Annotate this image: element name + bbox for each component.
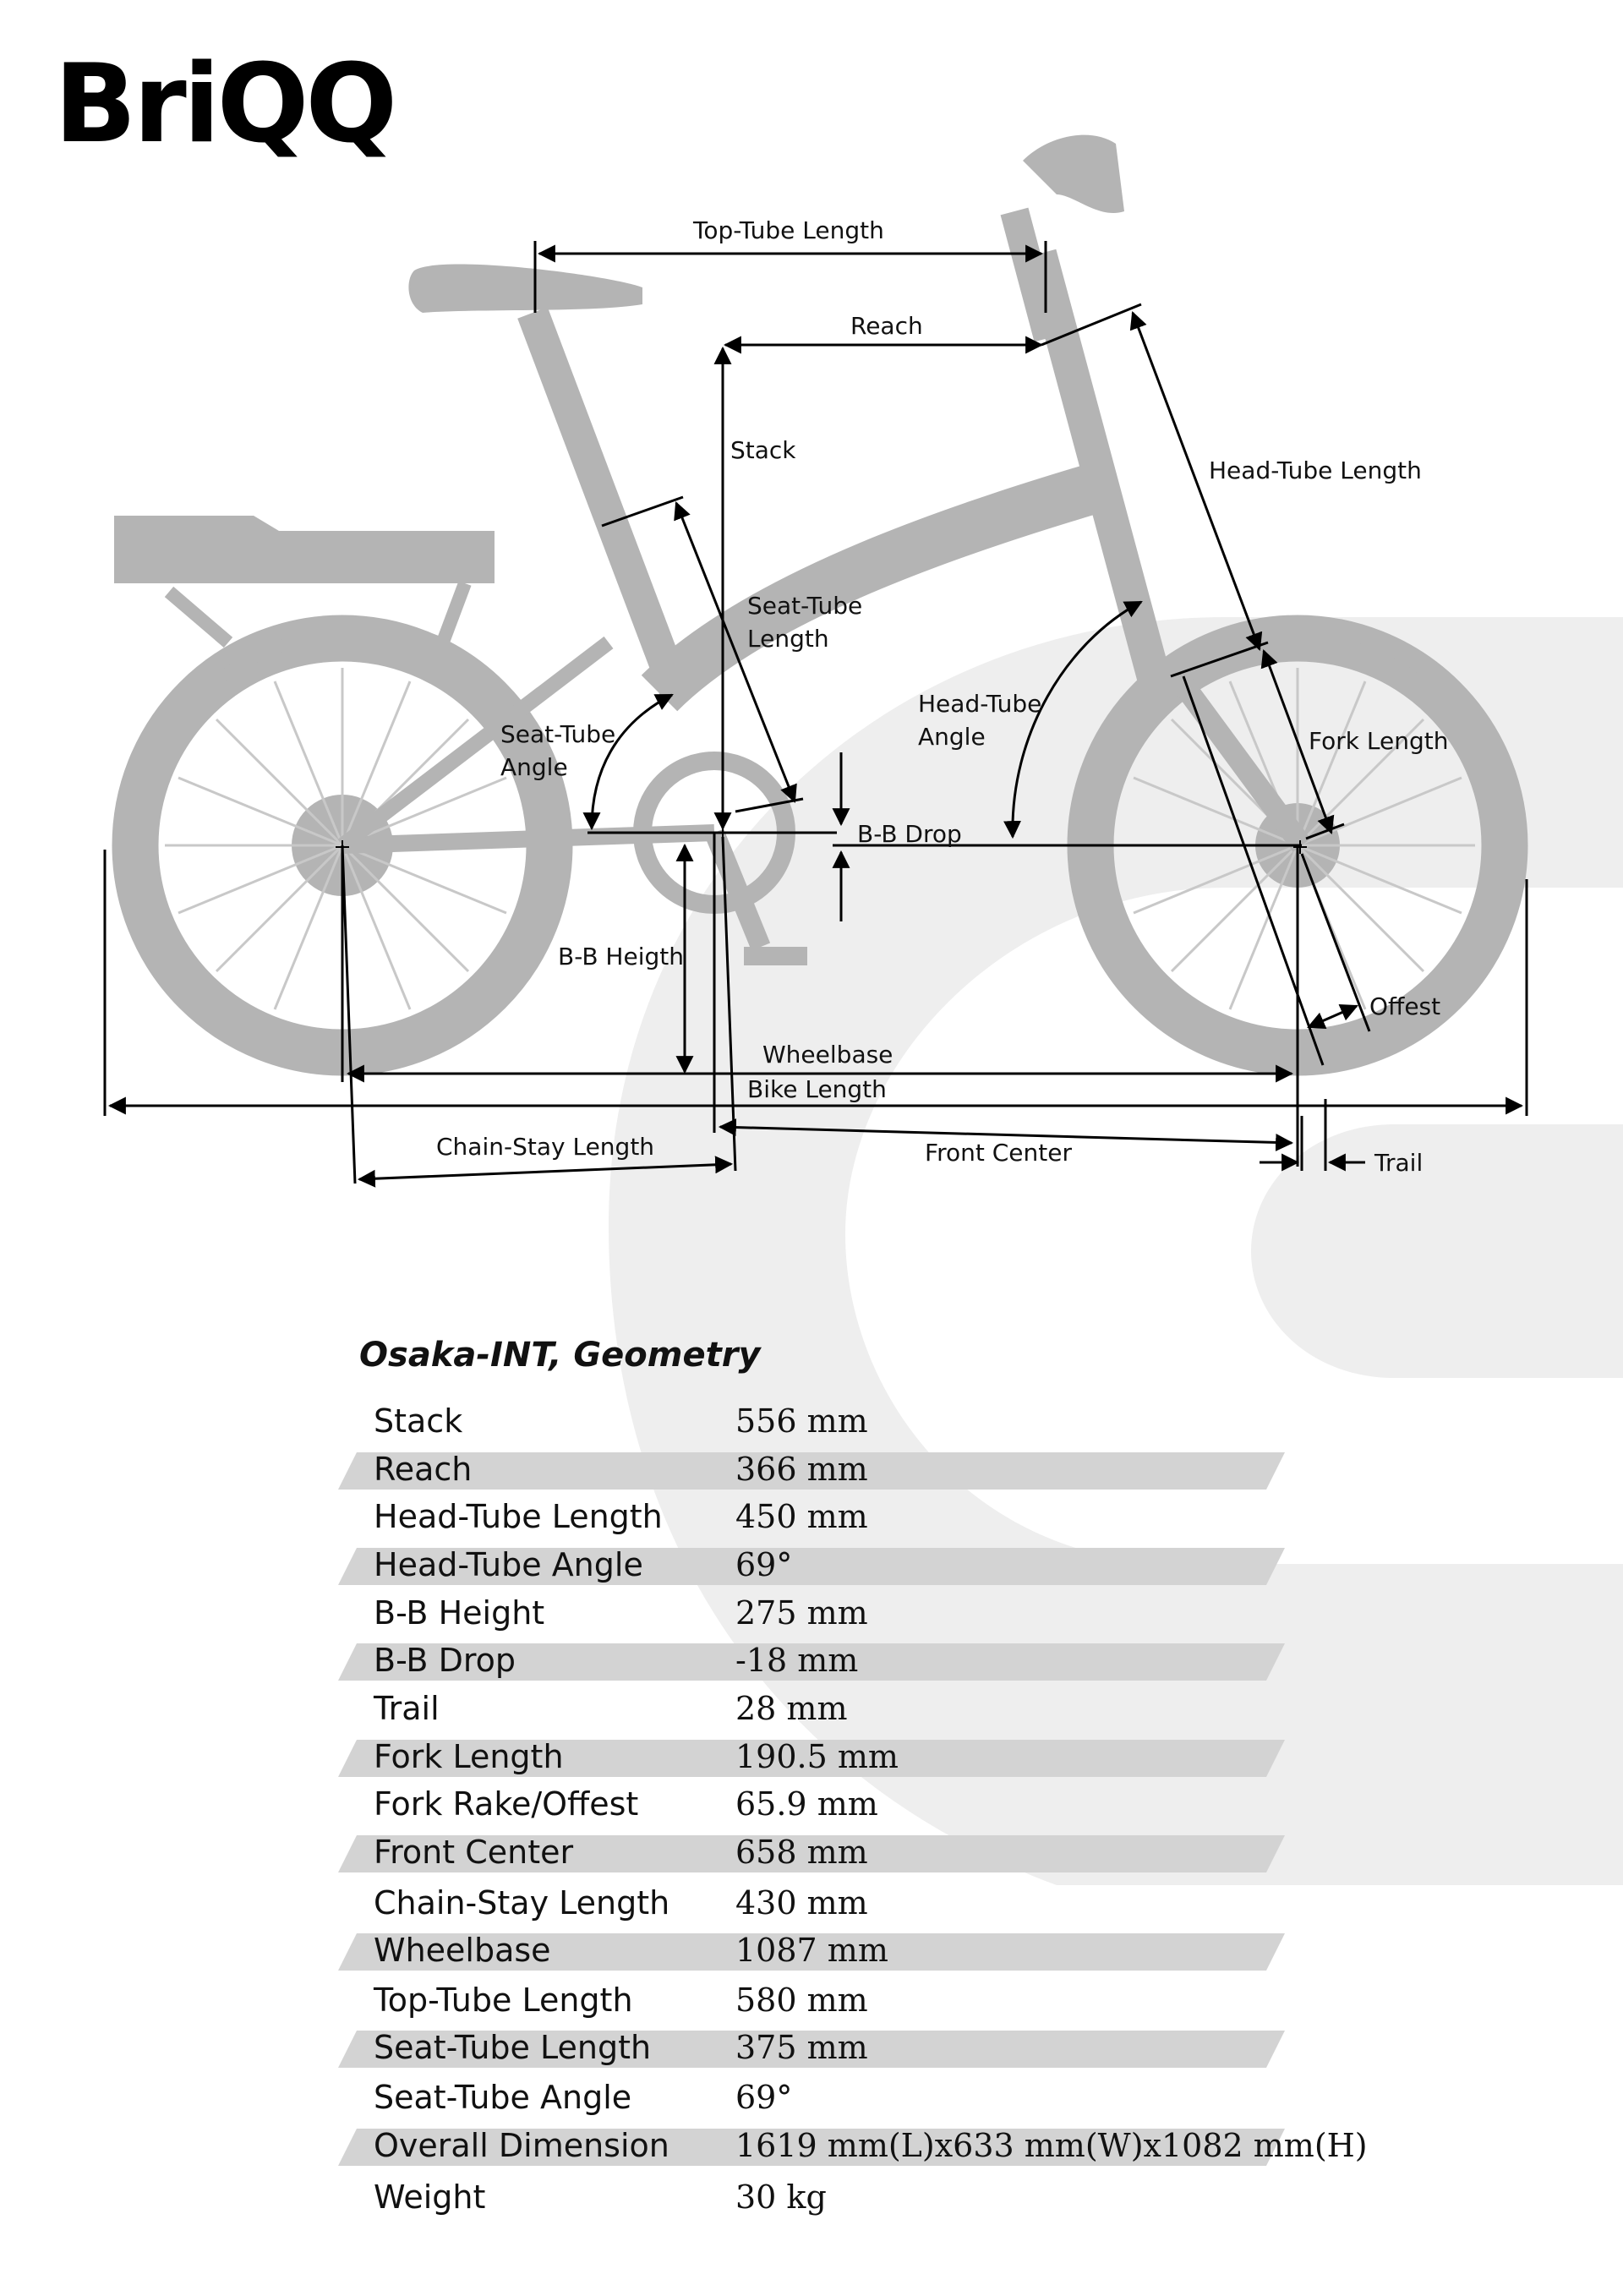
label-seat-tube-length-2: Length xyxy=(747,625,829,653)
label-offset: Offest xyxy=(1369,992,1441,1020)
specs-title-suffix: , Geometry xyxy=(549,1336,761,1375)
spec-value: 450 mm xyxy=(735,1498,868,1535)
specs-title xyxy=(359,1336,761,1375)
spec-label: Chain-Stay Length xyxy=(374,1884,670,1922)
spec-value: 65.9 mm xyxy=(735,1785,878,1823)
spec-value: 1087 mm xyxy=(735,1932,888,1969)
label-top-tube-length: Top-Tube Length xyxy=(693,216,884,244)
spec-row xyxy=(338,1928,1285,1969)
spec-label: Trail xyxy=(374,1690,440,1727)
label-bike-length: Bike Length xyxy=(747,1075,887,1103)
spec-label: Seat-Tube Angle xyxy=(374,2079,632,2116)
spec-value: 1619 mm(L)x633 mm(W)x1082 mm(H) xyxy=(735,2127,1368,2164)
spec-value: 275 mm xyxy=(735,1594,868,1632)
spec-label: B-B Drop xyxy=(374,1642,516,1679)
spec-row xyxy=(338,1686,1285,1727)
spec-label: Wheelbase xyxy=(374,1932,551,1969)
spec-row xyxy=(338,1782,1285,1823)
spec-row xyxy=(338,2124,1368,2164)
spec-value: 366 mm xyxy=(735,1451,868,1488)
spec-row xyxy=(338,1543,1285,1583)
label-stack: Stack xyxy=(730,436,796,464)
label-head-tube-length: Head-Tube Length xyxy=(1209,456,1422,484)
spec-label: Front Center xyxy=(374,1834,574,1871)
spec-row xyxy=(338,1591,1285,1632)
spec-value: 190.5 mm xyxy=(735,1738,899,1775)
spec-value: 556 mm xyxy=(735,1402,868,1440)
spec-value: -18 mm xyxy=(735,1642,859,1679)
spec-label: Fork Length xyxy=(374,1738,564,1775)
spec-value: 69° xyxy=(735,2079,793,2116)
spec-row xyxy=(338,1495,1285,1535)
specs-title-model: Osaka-INT xyxy=(359,1336,549,1375)
spec-row xyxy=(338,1735,1285,1775)
label-front-center: Front Center xyxy=(925,1139,1072,1167)
spec-label: Stack xyxy=(374,1402,463,1440)
label-seat-tube-angle-2: Angle xyxy=(500,753,568,781)
spec-label: Seat-Tube Length xyxy=(374,2029,652,2066)
briqq-logo: BriQQ xyxy=(54,41,395,167)
spec-value: 658 mm xyxy=(735,1834,868,1871)
label-fork-length: Fork Length xyxy=(1309,727,1449,755)
label-trail: Trail xyxy=(1374,1149,1424,1177)
spec-value: 28 mm xyxy=(735,1690,848,1727)
spec-row xyxy=(338,1830,1285,1871)
spec-row xyxy=(338,1881,1285,1922)
spec-value: 580 mm xyxy=(735,1982,868,2019)
label-chain-stay-length: Chain-Stay Length xyxy=(436,1133,655,1161)
label-reach: Reach xyxy=(850,312,923,340)
label-wheelbase: Wheelbase xyxy=(762,1041,893,1069)
spec-label: Overall Dimension xyxy=(374,2127,669,2164)
spec-row xyxy=(338,2075,1285,2116)
label-head-tube-angle-2: Angle xyxy=(918,723,986,751)
spec-value: 430 mm xyxy=(735,1884,868,1922)
spec-label: B-B Height xyxy=(374,1594,545,1632)
spec-row xyxy=(338,1447,1285,1488)
spec-row xyxy=(338,2175,1285,2216)
spec-label: Head-Tube Length xyxy=(374,1498,663,1535)
spec-value: 375 mm xyxy=(735,2029,868,2066)
spec-row xyxy=(338,1978,1285,2019)
label-bb-height: B-B Heigth xyxy=(558,943,684,970)
label-bb-drop: B-B Drop xyxy=(857,820,962,848)
label-seat-tube-angle-1: Seat-Tube xyxy=(500,720,616,748)
spec-label: Fork Rake/Offest xyxy=(374,1785,639,1823)
spec-row xyxy=(338,1399,1285,1440)
spec-label: Reach xyxy=(374,1451,473,1488)
label-seat-tube-length-1: Seat-Tube xyxy=(747,592,863,620)
spec-row xyxy=(338,1638,1285,1679)
spec-row xyxy=(338,2025,1285,2066)
spec-value: 69° xyxy=(735,1546,793,1583)
spec-label: Head-Tube Angle xyxy=(374,1546,643,1583)
label-head-tube-angle-1: Head-Tube xyxy=(918,690,1042,718)
spec-label: Top-Tube Length xyxy=(374,1982,633,2019)
spec-value: 30 kg xyxy=(735,2178,827,2216)
spec-label: Weight xyxy=(374,2178,486,2216)
